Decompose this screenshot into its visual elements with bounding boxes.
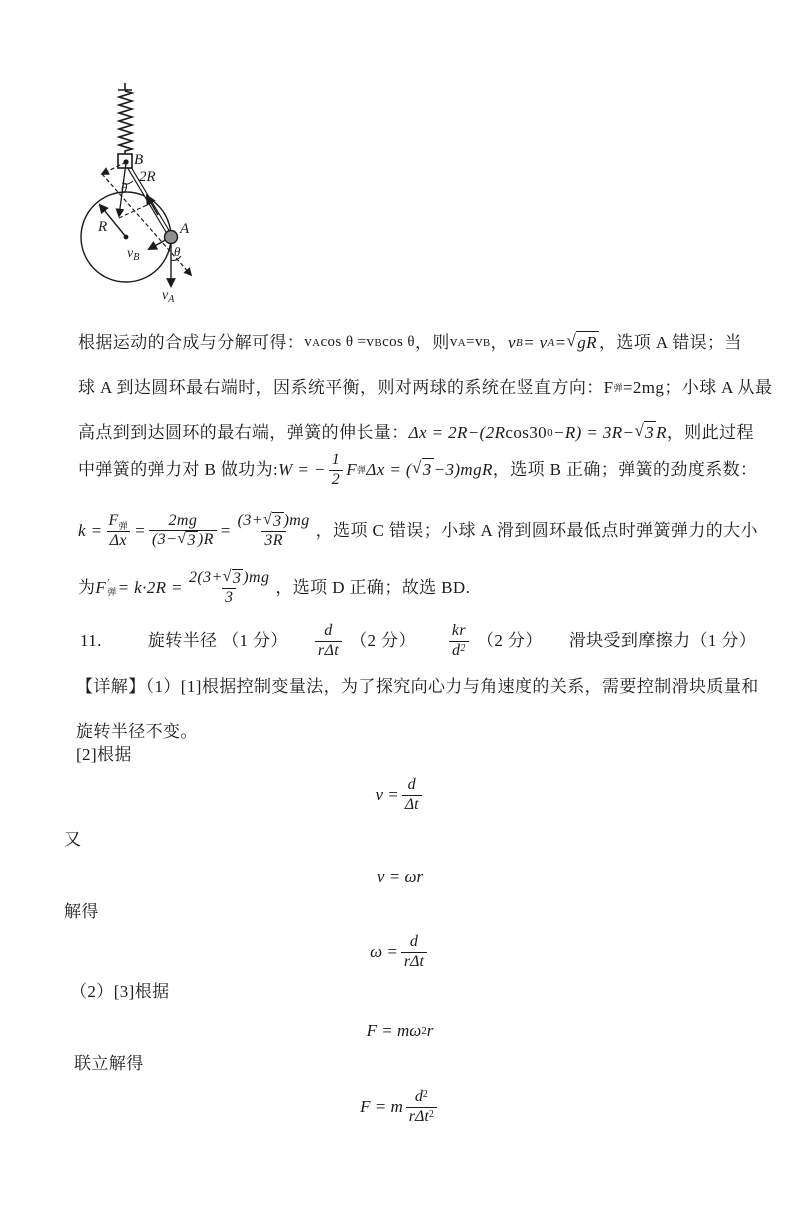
- label-vA: $v_A$: [162, 288, 175, 305]
- detail-step2-label: [2]根据: [76, 745, 132, 764]
- rod-arrow: [147, 196, 158, 215]
- ball-A: [165, 231, 178, 244]
- sqrt-gR: √ gR: [567, 331, 599, 354]
- formula-F-m-omega2-r: F = mω 2 r: [366, 1020, 434, 1040]
- fraction-one-half: $\frac{1}{2}$: [329, 451, 343, 489]
- solution10-line2: 球 A 到达圆环最右端时，因系统平衡，则对两球的系统在竖直方向：F 弹 =2mg；小球 A 从最: [78, 378, 773, 397]
- detail-step3-label: （2）[3]根据: [70, 982, 170, 1001]
- spring-icon: [118, 83, 132, 154]
- fraction-kr-d2: $\frac{kr}{d^2}$: [449, 622, 469, 660]
- formula-v-d-dt: v = $\frac{d}{\Delta t}$: [0, 770, 800, 820]
- fraction-2-3plus-sqrt3-mg: 2(3+ √ 3 )mg 3: [186, 569, 272, 608]
- circle-center-dot: [124, 235, 129, 240]
- solution10-line1: 根据运动的合成与分解可得： v A cos θ =v B cos θ ，则 v A =v B ， v B = v A = √ gR ，选项 A 错误；当: [78, 331, 742, 354]
- parallelogram-dash: [119, 205, 147, 218]
- detail-paragraph-line2: 旋转半径不变。: [76, 722, 198, 741]
- solution10-line6: 为 F ′ 弹 = k·2R = 2(3+ √ 3 )mg 3 ，选项 D 正确；故选 BD.: [78, 558, 470, 618]
- sqrt-3: √ 3: [634, 421, 656, 444]
- formula-v-omega-r: v = ωr: [376, 866, 424, 886]
- fraction-Fspring-dx: $\frac{F_弹}{\Delta x}$: [108, 512, 129, 549]
- label-2R: 2R: [139, 169, 156, 185]
- prime-sub-spring: ′ 弹: [107, 578, 117, 597]
- fraction-d-rdt: $\frac{d}{\text{rΔt}}$: [315, 622, 342, 660]
- question11-answer-line: 11. 旋转半径 （1 分） $\frac{d}{\text{rΔt}}$ （2 分） $\frac{kr}{d^2}$ （2 分） 滑块受到摩擦力（1 分）: [80, 622, 757, 659]
- sqrt-3: √ 3: [412, 458, 434, 481]
- solution10-line5: k = $\frac{F_弹}{\Delta x}$ = 2mg (3− √ 3 )R = (3+ √ 3 )mg 3R ，选项 C 错误；小球 A 滑到圆环最低点时弹簧弹力的大小: [78, 500, 758, 562]
- detail-paragraph-line1: 【详解】（1）[1]根据控制变量法，为了探究向心力与角速度的关系，需要控制滑块质量和: [76, 677, 759, 696]
- fraction-2mg: 2mg (3− √ 3 )R: [149, 512, 217, 551]
- label-theta-bottom: θ: [174, 244, 181, 259]
- label-vB: $v_B$: [127, 246, 140, 263]
- detail-solve-label: 解得: [64, 902, 99, 921]
- formula-omega-d-rdt: ω = $\frac{d}{\text{rΔt}}$: [0, 926, 800, 978]
- solution10-line3: 高点到到达圆环的最右端，弹簧的伸长量： Δx = 2R−(2R cos30 0 −R) = 3R− √ 3 R ，则此过程: [78, 421, 754, 444]
- label-A: A: [180, 221, 190, 237]
- question-number: 11.: [80, 630, 102, 650]
- fraction-3plus-sqrt3-mg: (3+ √ 3 )mg 3R: [235, 512, 313, 551]
- physics-diagram: [70, 80, 208, 312]
- label-B: B: [134, 152, 144, 168]
- label-R: R: [98, 219, 108, 235]
- detail-combine-label: 联立解得: [74, 1054, 144, 1073]
- solution10-line4: 中弹簧的弹力对 B 做功为: W = − $\frac{1}{2}$ F 弹 Δx = ( √ 3 −3)mgR ，选项 B 正确；弹簧的劲度系数：: [78, 447, 757, 493]
- label-theta-top: θ: [121, 180, 128, 195]
- detail-also-label: 又: [64, 830, 82, 849]
- formula-F-m-d2-rdt2: F = m $\frac{d^2}{r\Delta t^2}$: [0, 1080, 800, 1134]
